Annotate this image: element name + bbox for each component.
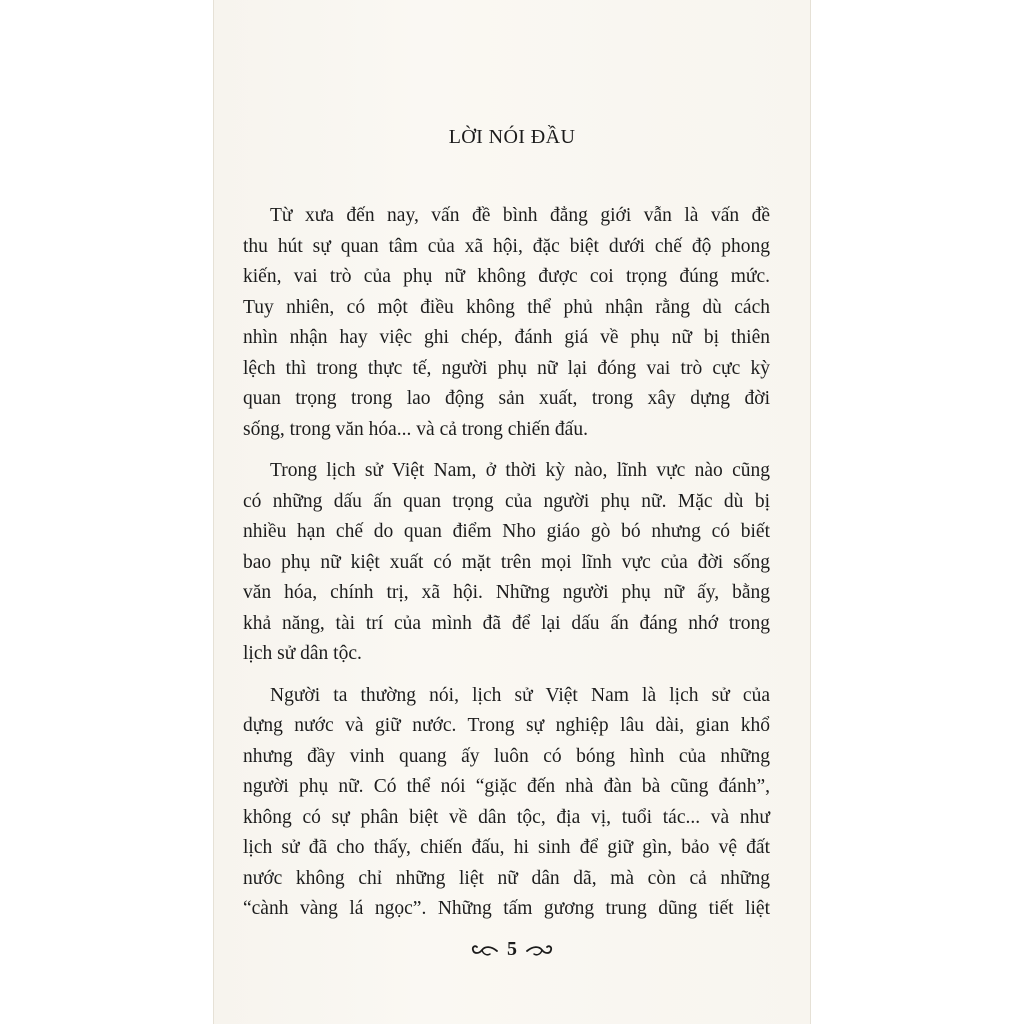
page-number: 5: [507, 938, 517, 960]
text-line: Người ta thường nói, lịch sử Việt Nam là lịch sử của: [270, 684, 770, 706]
page-footer: [213, 938, 811, 961]
text-line: văn hóa, chính trị, xã hội. Những người phụ nữ ấy, bằng: [243, 582, 770, 603]
text-line: “cành vàng lá ngọc”. Những tấm gương trung dũng tiết liệt: [243, 898, 770, 919]
body-text: [243, 201, 770, 925]
text-line: người phụ nữ. Có thể nói “giặc đến nhà đàn bà cũng đánh”,: [243, 776, 770, 797]
text-line: thu hút sự quan tâm của xã hội, đặc biệt dưới chế độ phong: [243, 235, 770, 257]
text-line: Từ xưa đến nay, vấn đề bình đẳng giới vẫn là vấn đề: [270, 205, 770, 226]
text-line: quan trọng trong lao động sản xuất, trong xây dựng đời: [243, 388, 770, 409]
text-line: Tuy nhiên, có một điều không thể phủ nhận rằng dù cách: [243, 296, 770, 318]
text-line: Trong lịch sử Việt Nam, ở thời kỳ nào, lĩnh vực nào cũng: [270, 460, 770, 481]
text-line: lệch thì trong thực tế, người phụ nữ lại đóng vai trò cực kỳ: [243, 357, 770, 379]
text-line: nhưng đầy vinh quang ấy luôn có bóng hình của những: [243, 745, 770, 767]
text-line: nhìn nhận hay việc ghi chép, đánh giá về phụ nữ bị thiên: [243, 327, 770, 348]
text-line: nhiều hạn chế do quan điểm Nho giáo gò bó nhưng có biết: [243, 521, 770, 542]
text-line: bao phụ nữ kiệt xuất có mặt trên mọi lĩnh vực của đời sống: [243, 551, 770, 573]
text-line: kiến, vai trò của phụ nữ không được coi trọng đúng mức.: [243, 266, 770, 287]
right-floral-ornament-icon: [525, 942, 553, 958]
text-line: khả năng, tài trí của mình đã để lại dấu ấn đáng nhớ trong: [243, 612, 770, 634]
text-line: lịch sử dân tộc.: [243, 643, 362, 664]
page-heading: LỜI NÓI ĐẦU: [448, 126, 576, 148]
left-floral-ornament-icon: [471, 942, 499, 958]
book-page: [213, 0, 811, 1024]
text-line: sống, trong văn hóa... và cả trong chiến đấu.: [243, 418, 588, 440]
text-line: có những dấu ấn quan trọng của người phụ nữ. Mặc dù bị: [243, 490, 770, 512]
text-line: lịch sử đã cho thấy, chiến đấu, hi sinh để giữ gìn, bảo vệ đất: [243, 837, 770, 858]
text-line: dựng nước và giữ nước. Trong sự nghiệp lâu dài, gian khổ: [243, 715, 770, 736]
text-line: nước không chỉ những liệt nữ dân dã, mà còn cả những: [243, 867, 770, 889]
text-line: không có sự phân biệt về dân tộc, địa vị, tuổi tác... và như: [243, 806, 770, 828]
